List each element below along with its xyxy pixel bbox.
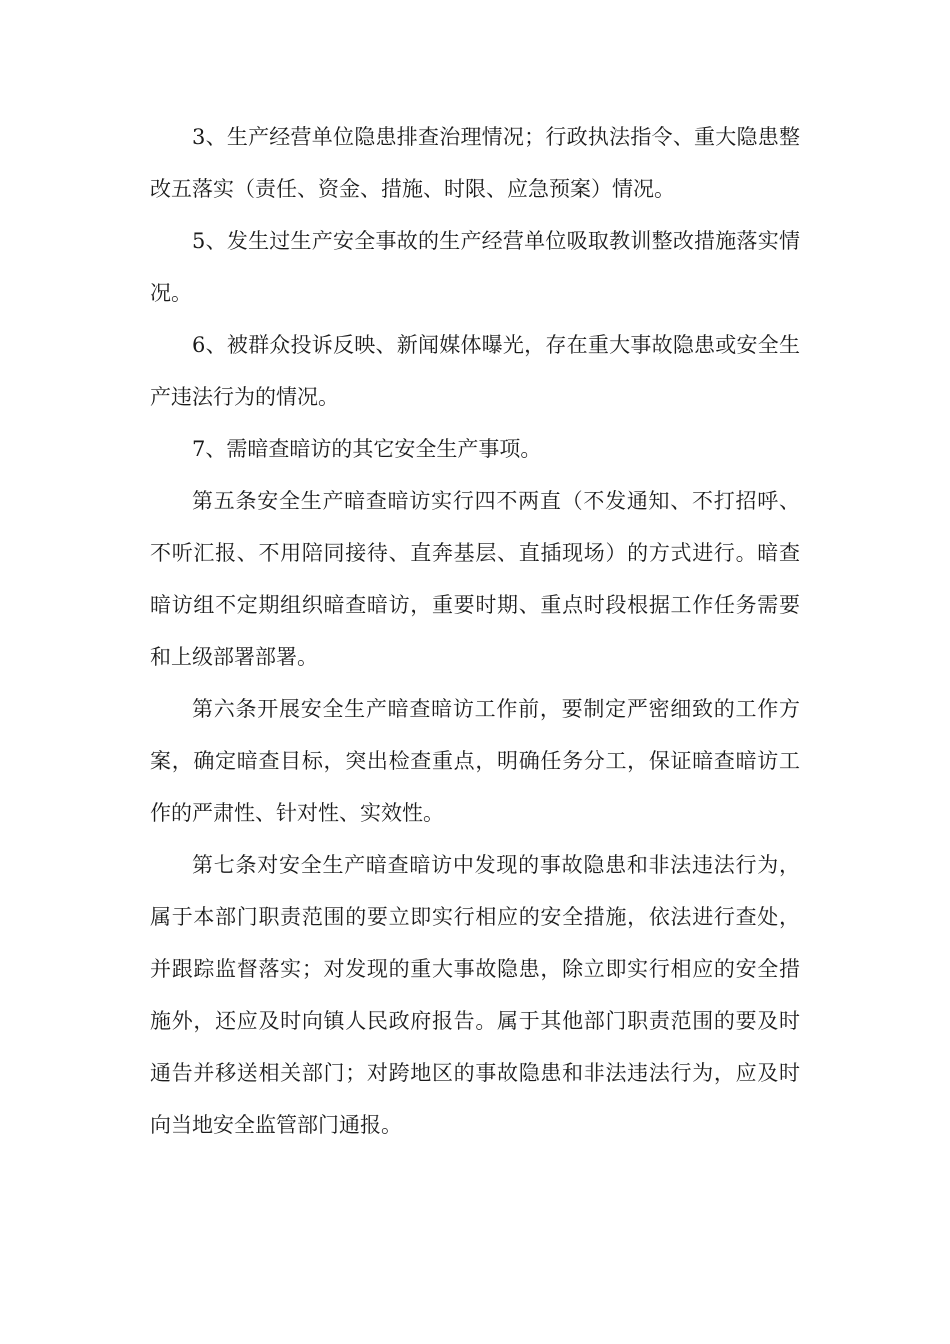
paragraph-item-5: 5、发生过生产安全事故的生产经营单位吸取教训整改措施落实情况。 xyxy=(150,229,800,305)
document-body xyxy=(150,111,800,1151)
paragraph-article-5: 第五条安全生产暗查暗访实行四不两直（不发通知、不打招呼、不听汇报、不用陪同接待、直奔基层、直插现场）的方式进行。暗查暗访组不定期组织暗查暗访，重要时期、重点时段根据工作任务需要和上级部署部署。 xyxy=(150,489,800,669)
paragraph-item-7: 7、需暗查暗访的其它安全生产事项。 xyxy=(192,437,542,461)
paragraph-item-6: 6、被群众投诉反映、新闻媒体曝光，存在重大事故隐患或安全生产违法行为的情况。 xyxy=(150,333,800,409)
paragraph-article-7: 第七条对安全生产暗查暗访中发现的事故隐患和非法违法行为，属于本部门职责范围的要立即实行相应的安全措施，依法进行查处，并跟踪监督落实；对发现的重大事故隐患，除立即实行相应的安全措施外，还应及时向镇人民政府报告。属于其他部门职责范围的要及时通告并移送相关部门；对跨地区的事故隐患和非法违法行为，应及时向当地安全监管部门通报。 xyxy=(150,853,800,1137)
paragraph-article-6: 第六条开展安全生产暗查暗访工作前，要制定严密细致的工作方案，确定暗查目标，突出检查重点，明确任务分工，保证暗查暗访工作的严肃性、针对性、实效性。 xyxy=(150,697,800,825)
paragraph-item-3: 3、生产经营单位隐患排查治理情况；行政执法指令、重大隐患整改五落实（责任、资金、措施、时限、应急预案）情况。 xyxy=(150,125,800,201)
